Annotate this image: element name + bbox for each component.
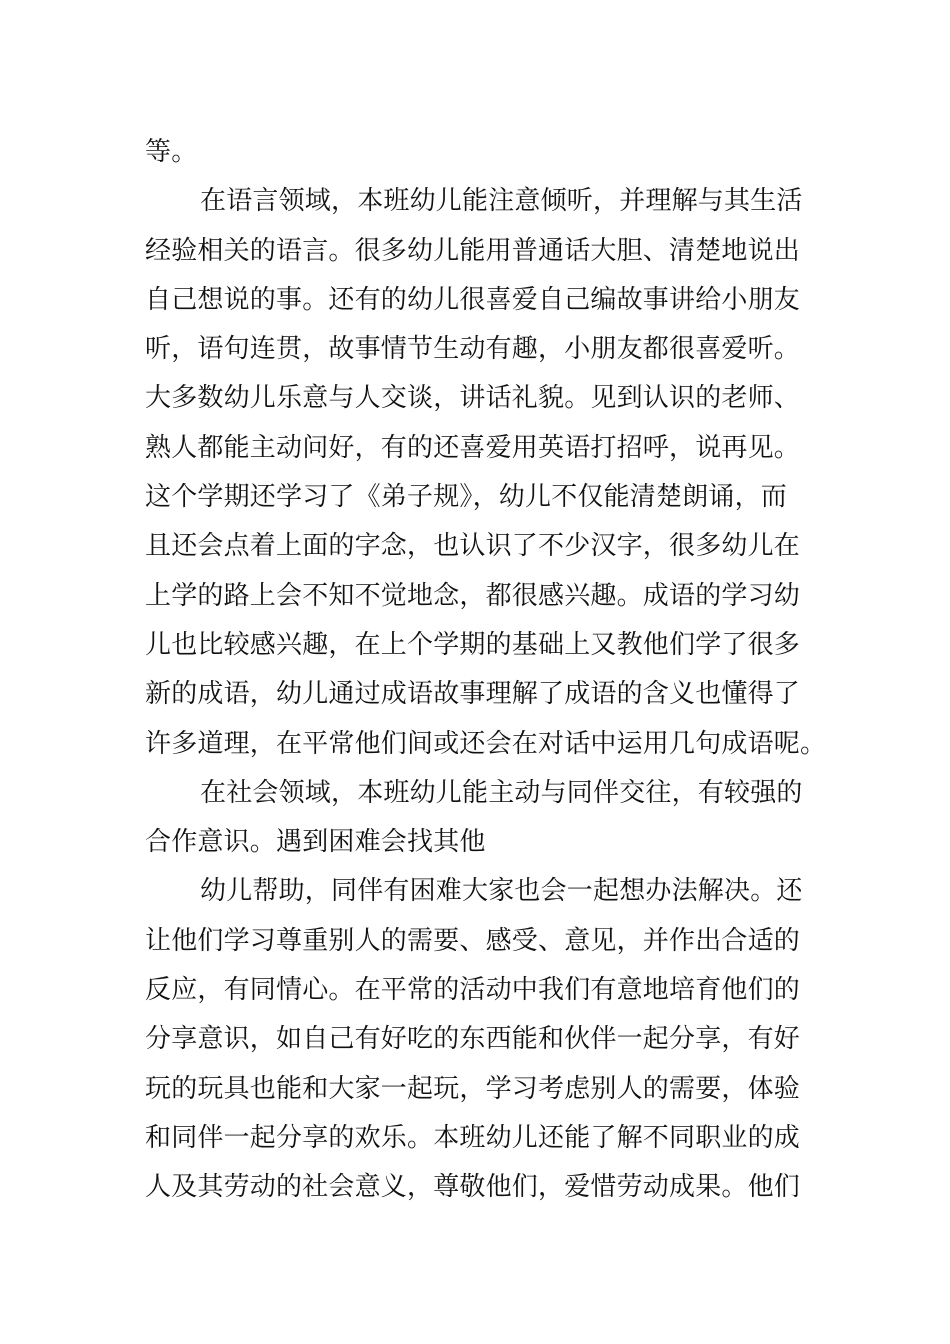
text-line: 分享意识，如自己有好吃的东西能和伙伴一起分享，有好 xyxy=(145,1024,801,1055)
text-line: 熟人都能主动问好，有的还喜爱用英语打招呼，说再见。 xyxy=(145,432,801,463)
text-line: 反应，有同情心。在平常的活动中我们有意地培育他们的 xyxy=(145,975,801,1006)
text-line: 许多道理，在平常他们间或还会在对话中运用几句成语呢。 xyxy=(145,728,827,759)
text-line: 自己想说的事。还有的幼儿很喜爱自己编故事讲给小朋友 xyxy=(145,284,801,315)
text-line: 人及其劳动的社会意义，尊敬他们，爱惜劳动成果。他们 xyxy=(145,1172,801,1203)
text-line: 合作意识。遇到困难会找其他 xyxy=(145,827,486,858)
paragraph-first-line: 在语言领域，本班幼儿能注意倾听，并理解与其生活 xyxy=(200,186,803,217)
text-line: 经验相关的语言。很多幼儿能用普通话大胆、清楚地说出 xyxy=(145,235,801,266)
text-line: 和同伴一起分享的欢乐。本班幼儿还能了解不同职业的成 xyxy=(145,1122,801,1153)
text-line: 这个学期还学习了《弟子规》，幼儿不仅能清楚朗诵，而 xyxy=(145,482,788,513)
text-line: 让他们学习尊重别人的需要、感受、意见，并作出合适的 xyxy=(145,925,801,956)
text-line: 玩的玩具也能和大家一起玩，学习考虑别人的需要，体验 xyxy=(145,1073,801,1104)
paragraph-first-line: 幼儿帮助，同伴有困难大家也会一起想办法解决。还 xyxy=(200,876,803,907)
text-line: 新的成语，幼儿通过成语故事理解了成语的含义也懂得了 xyxy=(145,679,801,710)
text-line: 儿也比较感兴趣，在上个学期的基础上又教他们学了很多 xyxy=(145,629,801,660)
body-text xyxy=(145,128,827,1213)
text-line: 且还会点着上面的字念，也认识了不少汉字，很多幼儿在 xyxy=(145,531,801,562)
text-line: 听，语句连贯，故事情节生动有趣，小朋友都很喜爱听。 xyxy=(145,334,801,365)
paragraph-first-line: 在社会领域，本班幼儿能主动与同伴交往，有较强的 xyxy=(200,777,803,808)
text-line: 等。 xyxy=(145,137,198,167)
text-line: 大多数幼儿乐意与人交谈，讲话礼貌。见到认识的老师、 xyxy=(145,383,801,414)
text-line: 上学的路上会不知不觉地念，都很感兴趣。成语的学习幼 xyxy=(145,580,801,611)
